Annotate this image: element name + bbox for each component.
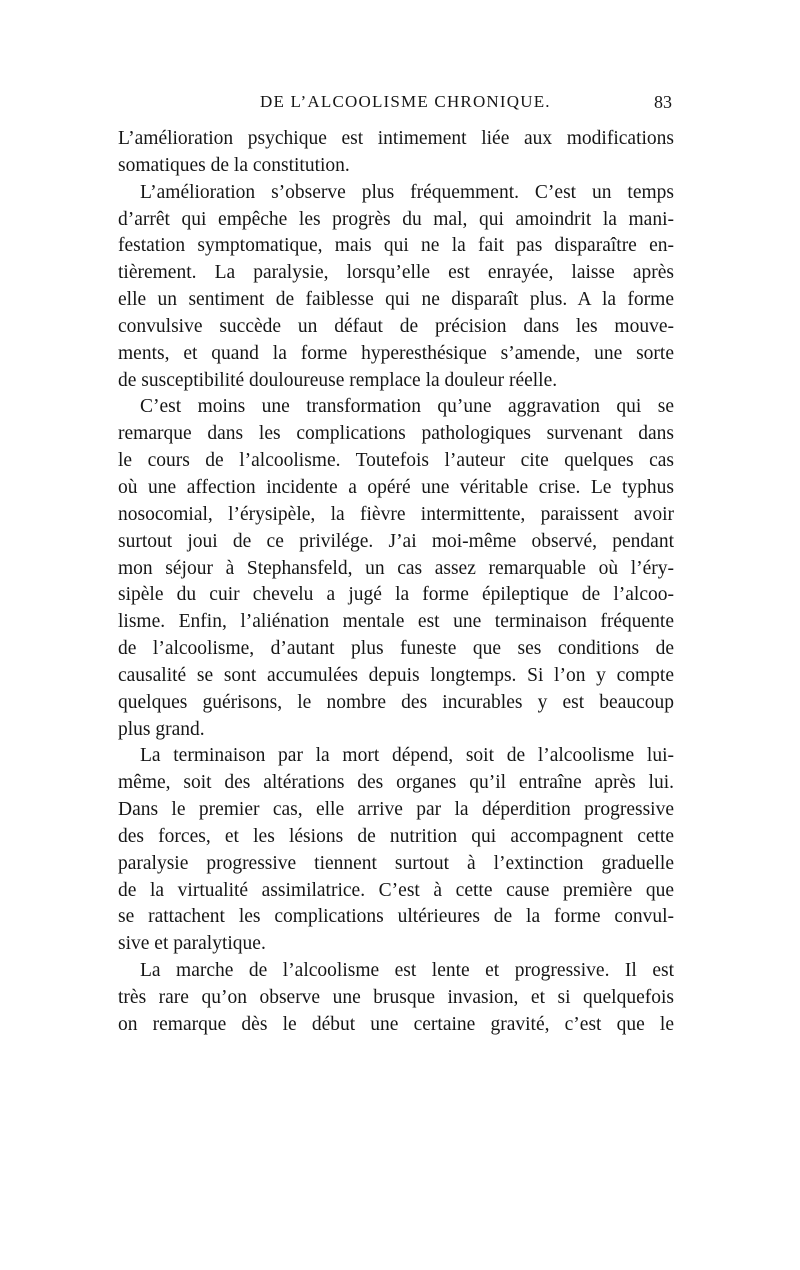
text-line: ments, et quand la forme hyperesthésique s’amende, une sorte (118, 342, 674, 364)
text-line: où une affection incidente a opéré une véritable crise. Le typhus (118, 476, 674, 498)
text-line: très rare qu’on observe une brusque invasion, et si quelquefois (118, 987, 674, 1008)
text-line: L’amélioration s’observe plus fréquemment. C’est un temps (140, 181, 674, 203)
text-line: remarque dans les complications pathologiques survenant dans (118, 423, 674, 445)
text-line: Dans le premier cas, elle arrive par la déperdition progressive (118, 799, 674, 821)
text-line: se rattachent les complications ultérieures de la forme convul- (118, 906, 674, 928)
text-line: convulsive succède un défaut de précision dans les mouve- (118, 315, 674, 337)
text-line: La marche de l’alcoolisme est lente et progressive. Il est (140, 960, 674, 982)
text-line: sipèle du cuir chevelu a jugé la forme épileptique de l’alcoo- (118, 584, 674, 606)
text-line: tièrement. La paralysie, lorsqu’elle est enrayée, laisse après (118, 262, 674, 284)
text-line: causalité se sont accumulées depuis longtemps. Si l’on y compte (118, 664, 674, 686)
text-line: La terminaison par la mort dépend, soit de l’alcoolisme lui- (140, 745, 674, 767)
text-line: on remarque dès le début une certaine gravité, c’est que le (118, 1013, 674, 1035)
running-title: DE L’ALCOOLISME CHRONIQUE. (260, 92, 551, 111)
text-line: elle un sentiment de faiblesse qui ne disparaît plus. A la forme (118, 289, 674, 311)
text-line: des forces, et les lésions de nutrition qui accompagnent cette (118, 825, 674, 847)
body-text (118, 126, 674, 1039)
text-line: de susceptibilité douloureuse remplace la douleur réelle. (118, 369, 558, 391)
text-line: mon séjour à Stephansfeld, un cas assez remarquable où l’éry- (118, 557, 674, 579)
text-line: quelques guérisons, le nombre des incurables y est beaucoup (118, 691, 674, 713)
text-line: nosocomial, l’érysipèle, la fièvre intermittente, paraissent avoir (118, 503, 674, 525)
text-line: C’est moins une transformation qu’une aggravation qui se (140, 396, 674, 418)
page-header (118, 92, 674, 120)
text-line: de l’alcoolisme, d’autant plus funeste que ses conditions de (118, 638, 674, 660)
text-line: somatiques de la constitution. (118, 154, 350, 176)
text-line: de la virtualité assimilatrice. C’est à cette cause première que (118, 879, 674, 901)
text-line: L’amélioration psychique est intimement liée aux modifications (118, 128, 674, 149)
text-line: paralysie progressive tiennent surtout à l’extinction graduelle (118, 852, 674, 874)
text-line: lisme. Enfin, l’aliénation mentale est une terminaison fréquente (118, 611, 674, 633)
text-line: surtout joui de ce privilége. J’ai moi-même observé, pendant (118, 530, 674, 552)
text-line: le cours de l’alcoolisme. Toutefois l’auteur cite quelques cas (118, 450, 674, 472)
text-line: d’arrêt qui empêche les progrès du mal, qui amoindrit la mani- (118, 208, 674, 230)
text-line: plus grand. (118, 718, 205, 740)
text-line: même, soit des altérations des organes qu’il entraîne après lui. (118, 772, 674, 794)
text-line: sive et paralytique. (118, 933, 266, 955)
text-line: festation symptomatique, mais qui ne la fait pas disparaître en- (118, 235, 674, 257)
page-number: 83 (654, 92, 672, 112)
